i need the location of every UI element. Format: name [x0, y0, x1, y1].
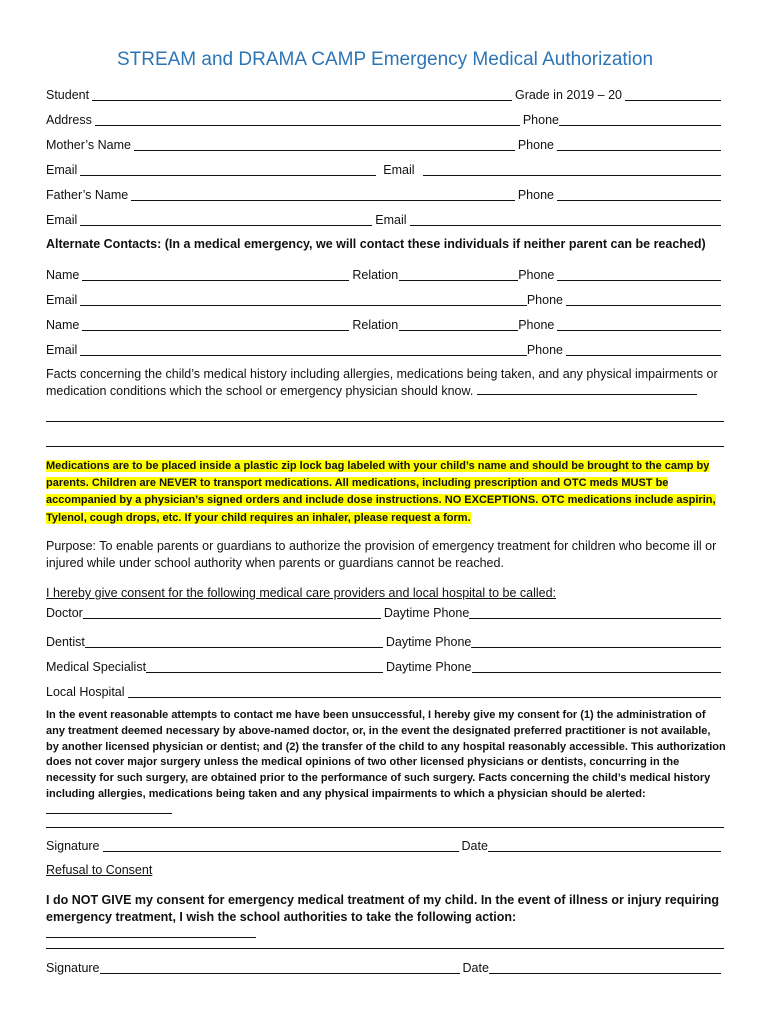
alt1-relation-field[interactable]	[399, 268, 518, 281]
mother-email-field[interactable]	[80, 163, 376, 176]
consent-facts-line[interactable]	[46, 827, 724, 828]
specialist-field[interactable]	[146, 660, 383, 673]
address-phone-field[interactable]	[559, 113, 721, 126]
refusal-action-line[interactable]	[46, 948, 724, 949]
alt2-name-row	[46, 316, 724, 333]
address-row	[46, 111, 724, 128]
alt2-name-field[interactable]	[82, 318, 349, 331]
medications-notice-text: Medications are to be placed inside a plastic zip lock bag labeled with your child’s name and should be brought to the camp by parents. Children are NEVER to transport medications. All medications, including prescription and OTC meds MUST be accompanied by a physician’s signed orders and include dose instructions. NO EXCEPTIONS. OTC medications include aspirin, Tylenol, cough drops, etc. If your child requires an inhaler, please request a form.	[46, 460, 716, 524]
father-phone-field[interactable]	[557, 188, 721, 201]
doctor-label: Doctor	[46, 606, 83, 620]
medical-facts-line-1[interactable]	[46, 421, 724, 422]
refusal-date-field[interactable]	[489, 961, 721, 974]
father-email-field[interactable]	[80, 213, 372, 226]
address-phone-label: Phone	[522, 113, 559, 127]
refusal-signature-label: Signature	[46, 961, 100, 975]
alt1-phone-label: Phone	[518, 268, 555, 282]
hospital-label: Local Hospital	[46, 685, 125, 699]
alt1-name-label: Name	[46, 268, 80, 282]
grade-field[interactable]	[625, 88, 721, 101]
alt1-email-row	[46, 291, 724, 308]
medical-facts-paragraph	[46, 366, 726, 400]
consent-signature-label: Signature	[46, 839, 100, 853]
father-email2-label: Email	[375, 213, 407, 227]
medications-notice	[46, 458, 726, 527]
alt2-relation-label: Relation	[352, 318, 399, 332]
doctor-phone-label: Daytime Phone	[383, 606, 470, 620]
medical-facts-text: Facts concerning the child’s medical history including allergies, medications being taken, and any physical impairments or medication conditions which the school or emergency physician should know.	[46, 367, 718, 398]
alt2-phone-label: Phone	[518, 318, 555, 332]
mother-name-field[interactable]	[134, 138, 515, 151]
mother-email2-field[interactable]	[423, 163, 721, 176]
form-title: STREAM and DRAMA CAMP Emergency Medical Authorization	[116, 49, 654, 70]
doctor-field[interactable]	[83, 606, 381, 619]
specialist-label: Medical Specialist	[46, 660, 147, 674]
alt1-name-row	[46, 266, 724, 283]
alt2-phone-field[interactable]	[557, 318, 721, 331]
mother-phone-label: Phone	[517, 138, 554, 152]
student-label: Student	[46, 88, 90, 102]
specialist-row	[46, 658, 724, 675]
consent-signature-field[interactable]	[103, 839, 459, 852]
father-phone-label: Phone	[517, 188, 554, 202]
alt1-email-field[interactable]	[80, 293, 527, 306]
consent-date-label: Date	[461, 839, 488, 853]
purpose-paragraph: Purpose: To enable parents or guardians to authorize the provision of emergency treatment for children who become ill or injured while under school authority when parents or guardians cannot be reached.	[46, 539, 717, 570]
consent-paragraph	[46, 708, 726, 820]
alt2-email-phone-field[interactable]	[566, 343, 721, 356]
alt1-email-phone-field[interactable]	[566, 293, 721, 306]
dentist-row	[46, 633, 724, 650]
dentist-phone-label: Daytime Phone	[385, 635, 472, 649]
refusal-action-field[interactable]	[46, 927, 256, 938]
mother-email-label: Email	[46, 163, 78, 177]
student-field[interactable]	[92, 88, 512, 101]
hospital-field[interactable]	[128, 685, 721, 698]
refusal-signature-field[interactable]	[100, 961, 460, 974]
alt1-relation-label: Relation	[352, 268, 399, 282]
alternate-contacts-heading: Alternate Contacts: (In a medical emergency, we will contact these individuals if neither parent can be reached)	[46, 237, 706, 251]
consent-alert-field[interactable]	[46, 803, 172, 814]
dentist-field[interactable]	[85, 635, 383, 648]
mother-email2-label: Email	[383, 163, 415, 177]
doctor-phone-field[interactable]	[469, 606, 721, 619]
alt1-email-label: Email	[46, 293, 78, 307]
alt2-email-label: Email	[46, 343, 78, 357]
medical-facts-field[interactable]	[477, 384, 697, 395]
father-email-label: Email	[46, 213, 78, 227]
alt2-name-label: Name	[46, 318, 80, 332]
alt2-email-phone-label: Phone	[526, 343, 563, 357]
specialist-phone-label: Daytime Phone	[386, 660, 472, 674]
consent-date-field[interactable]	[488, 839, 721, 852]
father-name-label: Father’s Name	[46, 188, 129, 202]
alt2-email-row	[46, 341, 724, 358]
consent-paragraph-text: In the event reasonable attempts to contact me have been unsuccessful, I hereby give my consent for (1) the administration of any treatment deemed necessary by above-named doctor, or, in the event the designated preferred practitioner is not available, by another licensed physician or dentist; and (2) the transfer of the child to any hospital reasonably accessible. This authorization does not cover major surgery unless the medical opinions of two other licensed physicians or dentists, concurring in the necessity for such surgery, are obtained prior to the performance of such surgery. Facts concerning the child’s medical history including allergies, medications being taken and any physical impairments to which a physician should be alerted:	[46, 709, 726, 800]
mother-row	[46, 136, 724, 153]
refusal-heading: Refusal to Consent	[46, 863, 153, 877]
consent-signature-row	[46, 837, 724, 854]
father-name-field[interactable]	[131, 188, 515, 201]
address-label: Address	[46, 113, 92, 127]
father-email2-field[interactable]	[410, 213, 721, 226]
doctor-row	[46, 604, 724, 621]
refusal-paragraph-text: I do NOT GIVE my consent for emergency medical treatment of my child. In the event of illness or injury requiring emergency treatment, I wish the school authorities to take the following action:	[46, 893, 720, 924]
father-email-row	[46, 211, 724, 228]
alt1-name-field[interactable]	[82, 268, 349, 281]
specialist-phone-field[interactable]	[472, 660, 721, 673]
medical-facts-line-2[interactable]	[46, 446, 724, 447]
father-row	[46, 186, 724, 203]
grade-label: Grade in 2019 – 20	[514, 88, 622, 102]
dentist-phone-field[interactable]	[471, 635, 721, 648]
mother-phone-field[interactable]	[557, 138, 721, 151]
refusal-signature-row	[46, 959, 724, 976]
refusal-paragraph	[46, 892, 726, 943]
consent-heading: I hereby give consent for the following medical care providers and local hospital to be called:	[46, 586, 557, 600]
mother-name-label: Mother’s Name	[46, 138, 131, 152]
alt1-email-phone-label: Phone	[526, 293, 563, 307]
mother-email-row	[46, 161, 724, 178]
address-field[interactable]	[95, 113, 520, 126]
alt2-email-field[interactable]	[80, 343, 527, 356]
alt1-phone-field[interactable]	[557, 268, 721, 281]
student-row	[46, 86, 724, 103]
dentist-label: Dentist	[46, 635, 85, 649]
hospital-row	[46, 683, 724, 700]
refusal-date-label: Date	[462, 961, 489, 975]
alt2-relation-field[interactable]	[399, 318, 518, 331]
